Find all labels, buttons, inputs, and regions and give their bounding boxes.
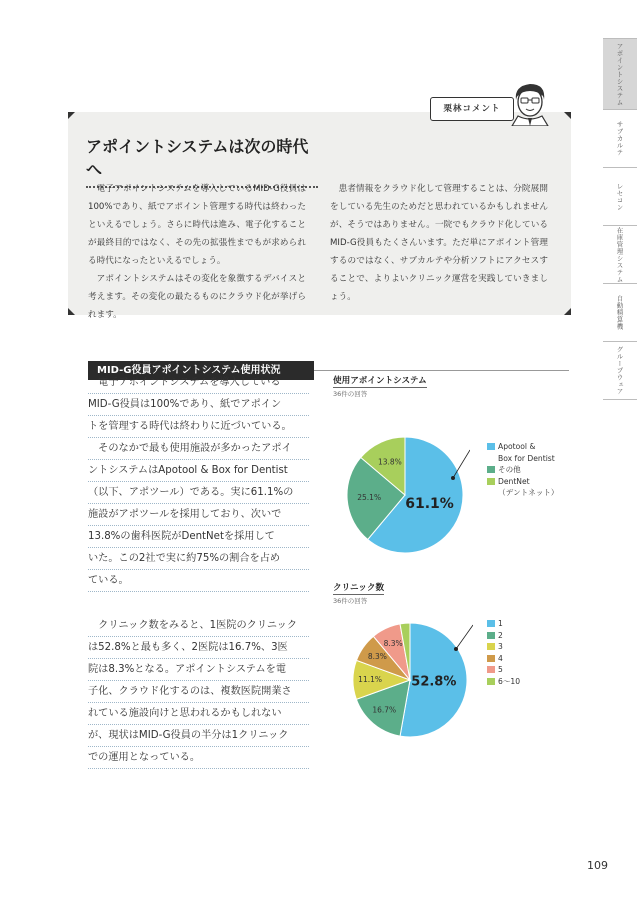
legend-label: DentNet （デントネット） (498, 476, 559, 497)
legend-swatch (487, 620, 495, 627)
body-line: いた。この2社で実に約75%の割合を占め (88, 548, 309, 570)
comment-paragraph: アポイントシステムはその変化を象徴するデバイスと考えます。その変化の最たるものにクラウド化が挙げられます。 (88, 274, 306, 320)
legend-label: 1 (498, 619, 503, 628)
legend-swatch (487, 643, 495, 650)
body-line: 施設がアポツールを採用しており、次いで (88, 504, 309, 526)
body-line: が、現状はMID-G役員の半分は1クリニック (88, 725, 309, 747)
chart1-legend (487, 441, 559, 499)
comment-paragraph: 患者情報をクラウド化して管理することは、分院展開をしている先生のためだと思われているかもしれませんが、そうではありません。一院でもクラウド化しているMID-G役員もたくさんいます。ただ単にアポイント管理するのではなく、サブカルテや分析ソフトにアクセスすることで、よりよいクリニック運営を実践していきましょう。 (330, 184, 548, 302)
body-line: での運用となっている。 (88, 747, 309, 769)
legend-item (487, 464, 559, 476)
section-divider (314, 370, 569, 371)
chart1-pie (340, 430, 470, 560)
tab-inventory[interactable]: 在庫管理システム (603, 225, 637, 283)
chart2-title: クリニック数 (333, 583, 385, 593)
legend-swatch (487, 678, 495, 685)
paragraph-gap (88, 592, 309, 615)
legend-swatch (487, 666, 495, 673)
body-line: クリニック数をみると、1医院のクリニック (88, 615, 309, 637)
legend-swatch (487, 655, 495, 662)
legend-swatch (487, 478, 495, 485)
body-line: 子化、クラウド化するのは、複数医院開業さ (88, 681, 309, 703)
legend-item (487, 476, 559, 499)
tab-auto-payment[interactable]: 自動精算機 (603, 283, 637, 341)
pie-label-2: 25.1% (357, 493, 382, 503)
tab-sub-karte[interactable]: サブカルテ (603, 109, 637, 167)
legend-item (487, 630, 520, 642)
pie-label-4: 8.3% (367, 652, 387, 662)
legend-swatch (487, 443, 495, 450)
body-line: 院は8.3%となる。アポイントシステムを電 (88, 659, 309, 681)
legend-label: その他 (498, 465, 521, 474)
body-line: ている。 (88, 570, 309, 592)
section-title: MID-G役員アポイントシステム使用状況 (88, 361, 314, 380)
chart2-subtitle: 36件の回答 (333, 597, 368, 605)
body-line: トを管理する時代は終わりに近づいている。 (88, 416, 309, 438)
commenter-label: 栗林コメント (430, 97, 514, 121)
pie-label-3: 13.8% (377, 457, 402, 467)
body-line: は52.8%と最も多く、2医院は16.7%、3医 (88, 637, 309, 659)
pie-label-1: 61.1% (405, 495, 454, 512)
body-line: 電子アポイントシステムを導入している (88, 372, 309, 394)
legend-item (487, 441, 559, 464)
commenter-face-icon (508, 80, 552, 126)
comment-title: アポイントシステムは次の時代へ (86, 134, 318, 188)
corner-mark (68, 112, 75, 119)
body-line: れている施設向けと思われるかもしれない (88, 703, 309, 725)
pie-label-2: 16.7% (372, 705, 397, 715)
chart2-pie (347, 617, 473, 743)
tab-appointment-system[interactable]: アポイントシステム (603, 38, 637, 109)
body-line: （以下、アポツール）である。実に61.1%の (88, 482, 309, 504)
chart1-title: 使用アポイントシステム (333, 376, 427, 386)
legend-label: 2 (498, 630, 503, 640)
corner-mark (564, 112, 571, 119)
legend-item (487, 618, 520, 630)
pie-label-1: 52.8% (411, 674, 457, 690)
chart2-legend (487, 618, 520, 687)
corner-mark (564, 308, 571, 315)
body-text (88, 372, 309, 769)
comment-box (68, 112, 571, 320)
body-line: そのなかで最も使用施設が多かったアポイ (88, 438, 309, 460)
comment-left-column (88, 180, 306, 324)
page-number: 109 (587, 859, 608, 872)
legend-swatch (487, 632, 495, 639)
legend-swatch (487, 466, 495, 473)
comment-right-column (330, 180, 548, 306)
pie-label-3: 11.1% (358, 674, 383, 684)
legend-label: 4 (498, 653, 503, 663)
tab-groupware[interactable]: グループウェア (603, 341, 637, 400)
legend-item (487, 653, 520, 665)
corner-mark (68, 308, 75, 315)
legend-label: 5 (498, 665, 503, 674)
pointer-line (456, 625, 473, 649)
legend-item (487, 641, 520, 653)
body-line: MID-G役員は100%であり、紙でアポイン (88, 394, 309, 416)
legend-label: 6〜10 (498, 676, 521, 686)
legend-label: Apotool & Box for Dentist (498, 442, 555, 463)
legend-item (487, 676, 520, 688)
chart1-subtitle: 36件の回答 (333, 390, 368, 398)
side-tabs (603, 38, 637, 400)
legend-label: 3 (498, 642, 503, 651)
body-line: ントシステムはApotool & Box for Dentist (88, 460, 309, 482)
pointer-line (453, 450, 470, 478)
comment-paragraph: 電子アポイントシステムを導入しているMID-G役員は100%であり、紙でアポイント管理する時代は終わったといえるでしょう。さらに時代は進み、電子化することが最終目的ではなく、その先の拡張性までもが求められる時代になったといえるでしょう。 (88, 184, 306, 266)
legend-item (487, 664, 520, 676)
body-line: 13.8%の歯科医院がDentNetを採用して (88, 526, 309, 548)
pie-label-5: 8.3% (383, 638, 403, 648)
tab-recekon[interactable]: レセコン (603, 167, 637, 225)
